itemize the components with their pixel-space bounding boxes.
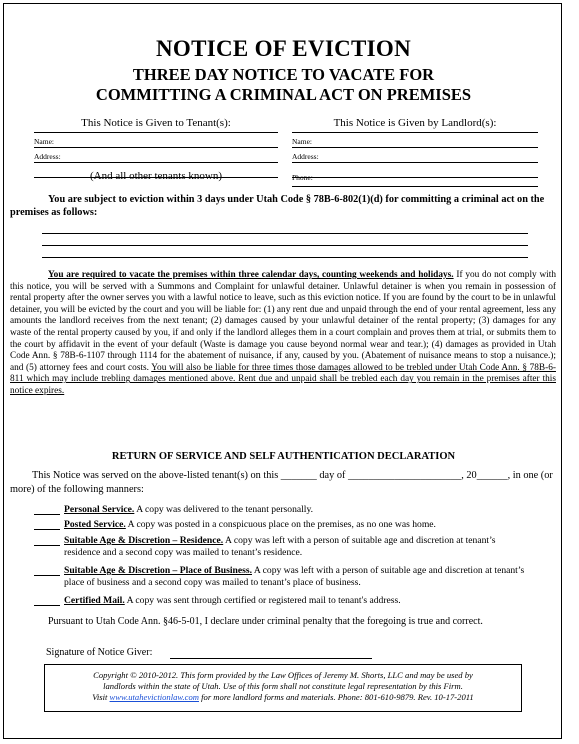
copyright-line-3: Visit www.utahevictionlaw.com for more landlord forms and materials. Phone: 801-610-9879. Rev. 10-17-2011: [92, 692, 474, 702]
website-link[interactable]: www.utahevictionlaw.com: [109, 692, 199, 702]
vacate-requirement: You are required to vacate the premises within three calendar days, counting weekends and holidays.: [48, 270, 454, 280]
checkbox-line[interactable]: [34, 605, 60, 606]
copyright-line-1: Copyright © 2010-2012. This form provided by the Law Offices of Jeremy M. Shorts, LLC and may be used by: [93, 670, 473, 680]
eviction-terms-paragraph: [10, 270, 556, 398]
copyright-box: [44, 664, 522, 712]
criminal-act-line-3[interactable]: [42, 257, 528, 258]
declaration-statement: Pursuant to Utah Code Ann. §46-5-01, I declare under criminal penalty that the foregoing is true and correct.: [48, 616, 483, 627]
checkbox-line[interactable]: [34, 575, 60, 576]
criminal-act-line-2[interactable]: [42, 245, 528, 246]
tenant-section: [34, 117, 278, 178]
landlord-address-field[interactable]: Address:: [292, 148, 538, 163]
notice-page: [3, 3, 562, 739]
landlord-heading: This Notice is Given by Landlord(s):: [292, 117, 538, 133]
eviction-subject-statement: You are subject to eviction within 3 days under Utah Code § 78B-6-802(1)(d) for committing a criminal act on the premises as follows:: [10, 194, 545, 218]
page-subtitle-1: THREE DAY NOTICE TO VACATE FOR: [132, 65, 435, 84]
tenant-name-field[interactable]: Name:: [34, 133, 278, 148]
checkbox-line[interactable]: [34, 545, 60, 546]
treble-damages-text: You will also be liable for three times those damages allowed to be trebled under Utah Code Ann. § 78B-6-811 which may include trebling damages mentioned above. Rent due and unpaid shall be trebled each day you remain in the premises after this notice expires.: [10, 362, 556, 396]
option-personal-service: Personal Service. A copy was delivered to the tenant personally.: [34, 504, 534, 516]
page-subtitle-2: COMMITTING A CRIMINAL ACT ON PREMISES: [95, 85, 472, 104]
checkbox-line[interactable]: [34, 514, 60, 515]
liability-text: If you do not comply with this notice, you will be served with a Summons and Complaint for unlawful detainer. Unlawful detainer is when you remain in possession of rental property after the owner serves you with a lawful notice to leave, such as this eviction notice. If you are found by the court to be in unlawful detainer, you will be evicted by the court and you will be liable for: (1) any rent due and unpaid through the end of your rental agreement, less any amounts the landlord receives from the next tenant; (2) damages caused by your unlawful detainer of the rental property; (3) damages for any waste of the rental property caused by you, if and only if the landlord alleges them in a court complain and proves them at trial, or submits them to the court by affidavit in the event of your default (Waste is damage you cause beyond normal wear and tear.); (4) damages as provided in Utah Code Ann. § 78B-6-1107 through 1114 for the abatement of nuisance, if any, caused by you. (Abatement of nuisance means to stop a nuisance.); and (5) attorney fees and court costs.: [10, 270, 556, 373]
service-date-statement: This Notice was served on the above-listed tenant(s) on this _______ day of ______________________, 20______, in one (or more) of the following manners:: [10, 470, 553, 495]
page-title: NOTICE OF EVICTION: [155, 36, 412, 61]
signature-label: Signature of Notice Giver:: [46, 647, 153, 658]
copyright-line-2: landlords within the state of Utah. Use of this form shall not constitute legal representation by this Firm.: [103, 681, 463, 691]
return-of-service-heading: RETURN OF SERVICE AND SELF AUTHENTICATION DECLARATION: [111, 451, 456, 462]
landlord-phone-field[interactable]: Phone:: [292, 173, 538, 187]
option-place-of-business: Suitable Age & Discretion – Place of Business. A copy was left with a person of suitable age and discretion at tenant’s place of business and a second copy was mailed to tenant’s place of business.: [34, 565, 534, 589]
landlord-section: [292, 117, 538, 178]
tenant-address-field[interactable]: Address:: [34, 148, 278, 163]
landlord-name-field[interactable]: Name:: [292, 133, 538, 148]
option-posted-service: Posted Service. A copy was posted in a conspicuous place on the premises, as no one was home.: [34, 519, 534, 531]
criminal-act-line-1[interactable]: [42, 233, 528, 234]
signature-field[interactable]: [170, 658, 372, 659]
option-certified-mail: Certified Mail. A copy was sent through certified or registered mail to tenant's address.: [34, 595, 534, 607]
option-residence: Suitable Age & Discretion – Residence. A copy was left with a person of suitable age and discretion at tenant’s residence and a second copy was mailed to tenant’s residence.: [34, 535, 534, 559]
checkbox-line[interactable]: [34, 529, 60, 530]
tenant-heading: This Notice is Given to Tenant(s):: [34, 117, 278, 133]
all-other-tenants-note: (And all other tenants known): [90, 170, 222, 182]
